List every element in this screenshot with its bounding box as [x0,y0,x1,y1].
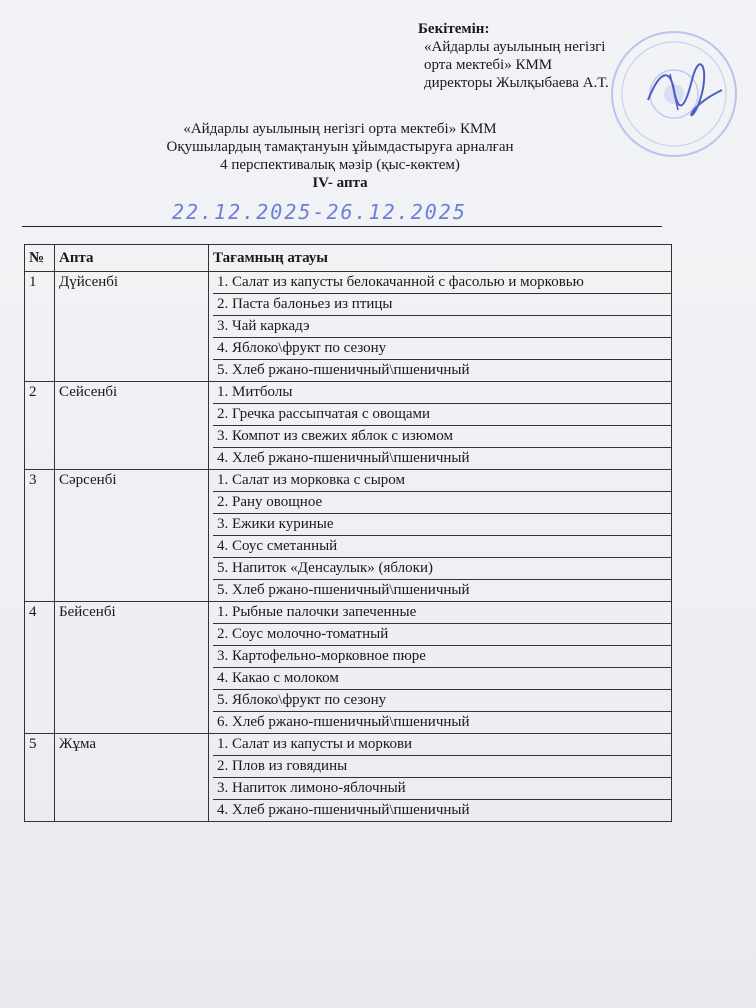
row-day: Дүйсенбі [55,272,209,382]
dish-item: 5. Напиток «Денсаулык» (яблоки) [213,558,671,580]
dish-item: 1. Митболы [213,382,671,404]
heading-purpose: Оқушылардың тамақтануын ұйымдастыруға арналған [166,139,514,155]
row-dishes [209,272,672,382]
table-row [25,470,672,602]
row-day: Сейсенбі [55,382,209,470]
date-range: 22.12.2025-26.12.2025 [172,200,467,224]
dish-item: 3. Картофельно-морковное пюре [213,646,671,668]
dish-item: 4. Яблоко\фрукт по сезону [213,338,671,360]
row-dishes [209,602,672,734]
dish-item: 2. Паста балоньез из птицы [213,294,671,316]
approval-title: Бекітемін: [418,21,490,37]
heading-school: «Айдарлы ауылының негізгі орта мектебі» КММ [183,121,497,137]
dish-item: 4. Соус сметанный [213,536,671,558]
row-number: 1 [25,272,55,382]
row-dishes [209,734,672,822]
row-dishes [209,470,672,602]
document-heading [100,120,580,192]
header-dish: Тағамның атауы [209,245,672,272]
dish-item: 4. Хлеб ржано-пшеничный\пшеничный [217,450,470,466]
dish-item: 5. Хлеб ржано-пшеничный\пшеничный [217,582,470,598]
dish-item: 1. Салат из морковка с сыром [213,470,671,492]
date-line [22,198,662,227]
row-day: Сәрсенбі [55,470,209,602]
dish-item: 4. Хлеб ржано-пшеничный\пшеничный [217,802,470,818]
table-row [25,602,672,734]
table-row [25,382,672,470]
dish-item: 3. Напиток лимоно-яблочный [213,778,671,800]
dish-item: 1. Рыбные палочки запеченные [213,602,671,624]
dish-item: 5. Хлеб ржано-пшеничный\пшеничный [217,362,470,378]
row-dishes [209,382,672,470]
table-header-row [25,245,672,272]
dish-item: 5. Яблоко\фрукт по сезону [213,690,671,712]
dish-item: 6. Хлеб ржано-пшеничный\пшеничный [217,714,470,730]
row-number: 5 [25,734,55,822]
dish-item: 3. Ежики куриные [213,514,671,536]
dish-item: 3. Чай каркадэ [213,316,671,338]
menu-table [24,244,672,822]
dish-item: 4. Какао с молоком [213,668,671,690]
dish-item: 2. Рану овощное [213,492,671,514]
heading-week: IV- апта [312,175,368,191]
approval-line: орта мектебі» КММ [424,57,553,73]
dish-item: 1. Салат из капусты белокачанной с фасолью и морковью [213,272,671,294]
table-row [25,272,672,382]
approval-line: «Айдарлы ауылының негізгі [424,39,606,55]
row-day: Жұма [55,734,209,822]
row-day: Бейсенбі [55,602,209,734]
row-number: 2 [25,382,55,470]
header-number: № [25,245,55,272]
dish-item: 2. Гречка рассыпчатая с овощами [213,404,671,426]
approval-block [418,20,718,92]
row-number: 3 [25,470,55,602]
dish-item: 2. Соус молочно-томатный [213,624,671,646]
row-number: 4 [25,602,55,734]
dish-item: 1. Салат из капусты и моркови [213,734,671,756]
table-row [25,734,672,822]
header-day: Апта [55,245,209,272]
approval-line: директоры Жылқыбаева А.Т. [424,75,609,91]
dish-item: 3. Компот из свежих яблок с изюмом [213,426,671,448]
dish-item: 2. Плов из говядины [213,756,671,778]
heading-menu-title: 4 перспективалық мәзір (қыс-көктем) [220,157,460,173]
